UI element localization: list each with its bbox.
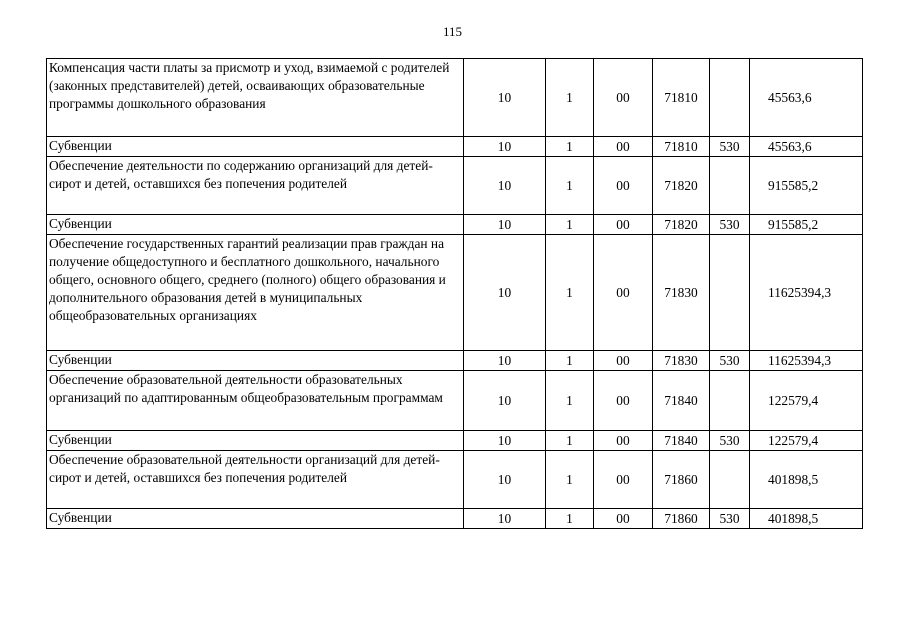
table-row bbox=[47, 215, 863, 235]
cell-direction: 71810 bbox=[653, 59, 710, 137]
budget-table bbox=[46, 58, 863, 529]
cell-name: Субвенции bbox=[47, 137, 464, 157]
cell-section: 10 bbox=[464, 137, 546, 157]
cell-subsection: 1 bbox=[546, 59, 594, 137]
cell-kind bbox=[710, 157, 750, 215]
cell-section: 10 bbox=[464, 235, 546, 351]
table-row bbox=[47, 509, 863, 529]
cell-subsection: 1 bbox=[546, 431, 594, 451]
cell-amount: 45563,6 bbox=[750, 59, 863, 137]
cell-program: 00 bbox=[594, 509, 653, 529]
cell-direction: 71830 bbox=[653, 235, 710, 351]
table-row bbox=[47, 235, 863, 351]
cell-subsection: 1 bbox=[546, 509, 594, 529]
cell-direction: 71840 bbox=[653, 371, 710, 431]
cell-kind bbox=[710, 59, 750, 137]
cell-section: 10 bbox=[464, 509, 546, 529]
cell-section: 10 bbox=[464, 215, 546, 235]
cell-name: Субвенции bbox=[47, 509, 464, 529]
cell-section: 10 bbox=[464, 431, 546, 451]
cell-amount: 122579,4 bbox=[750, 371, 863, 431]
cell-program: 00 bbox=[594, 351, 653, 371]
cell-name: Обеспечение деятельности по содержанию организаций для детей-сирот и детей, оставшихся без попечения родителей bbox=[47, 157, 464, 215]
cell-name: Субвенции bbox=[47, 215, 464, 235]
cell-direction: 71840 bbox=[653, 431, 710, 451]
cell-section: 10 bbox=[464, 451, 546, 509]
cell-direction: 71820 bbox=[653, 215, 710, 235]
cell-direction: 71830 bbox=[653, 351, 710, 371]
cell-direction: 71860 bbox=[653, 451, 710, 509]
cell-program: 00 bbox=[594, 431, 653, 451]
cell-amount: 122579,4 bbox=[750, 431, 863, 451]
table-row bbox=[47, 371, 863, 431]
table-row bbox=[47, 59, 863, 137]
table-row bbox=[47, 451, 863, 509]
cell-amount: 401898,5 bbox=[750, 451, 863, 509]
table-row bbox=[47, 157, 863, 215]
cell-direction: 71820 bbox=[653, 157, 710, 215]
cell-section: 10 bbox=[464, 351, 546, 371]
cell-kind: 530 bbox=[710, 137, 750, 157]
table-row bbox=[47, 351, 863, 371]
cell-program: 00 bbox=[594, 59, 653, 137]
cell-subsection: 1 bbox=[546, 157, 594, 215]
cell-amount: 915585,2 bbox=[750, 157, 863, 215]
cell-amount: 915585,2 bbox=[750, 215, 863, 235]
cell-subsection: 1 bbox=[546, 137, 594, 157]
cell-section: 10 bbox=[464, 157, 546, 215]
cell-kind: 530 bbox=[710, 215, 750, 235]
cell-section: 10 bbox=[464, 59, 546, 137]
cell-kind bbox=[710, 451, 750, 509]
cell-subsection: 1 bbox=[546, 351, 594, 371]
cell-name: Обеспечение образовательной деятельности образовательных организаций по адаптированным общеобразовательным программам bbox=[47, 371, 464, 431]
cell-amount: 401898,5 bbox=[750, 509, 863, 529]
cell-name: Субвенции bbox=[47, 431, 464, 451]
cell-subsection: 1 bbox=[546, 451, 594, 509]
cell-amount: 11625394,3 bbox=[750, 351, 863, 371]
cell-section: 10 bbox=[464, 371, 546, 431]
cell-program: 00 bbox=[594, 371, 653, 431]
cell-amount: 45563,6 bbox=[750, 137, 863, 157]
cell-subsection: 1 bbox=[546, 371, 594, 431]
cell-kind bbox=[710, 371, 750, 431]
cell-name: Обеспечение государственных гарантий реализации прав граждан на получение общедоступного и бесплатного дошкольного, начального общего, основного общего, среднего (полного) общего образования и дополнительного образования детей в муниципальных общеобразовательных организациях bbox=[47, 235, 464, 351]
cell-program: 00 bbox=[594, 451, 653, 509]
table-row bbox=[47, 137, 863, 157]
cell-program: 00 bbox=[594, 157, 653, 215]
cell-kind: 530 bbox=[710, 351, 750, 371]
page-number: 115 bbox=[442, 24, 463, 39]
cell-name: Обеспечение образовательной деятельности организаций для детей-сирот и детей, оставшихся без попечения родителей bbox=[47, 451, 464, 509]
cell-amount: 11625394,3 bbox=[750, 235, 863, 351]
cell-subsection: 1 bbox=[546, 235, 594, 351]
cell-program: 00 bbox=[594, 215, 653, 235]
cell-subsection: 1 bbox=[546, 215, 594, 235]
cell-kind: 530 bbox=[710, 509, 750, 529]
cell-direction: 71860 bbox=[653, 509, 710, 529]
cell-direction: 71810 bbox=[653, 137, 710, 157]
table-row bbox=[47, 431, 863, 451]
cell-name: Субвенции bbox=[47, 351, 464, 371]
cell-kind bbox=[710, 235, 750, 351]
cell-name: Компенсация части платы за присмотр и уход, взимаемой с родителей (законных представителей) детей, осваивающих образовательные программы дошкольного образования bbox=[47, 59, 464, 137]
cell-program: 00 bbox=[594, 137, 653, 157]
cell-program: 00 bbox=[594, 235, 653, 351]
cell-kind: 530 bbox=[710, 431, 750, 451]
